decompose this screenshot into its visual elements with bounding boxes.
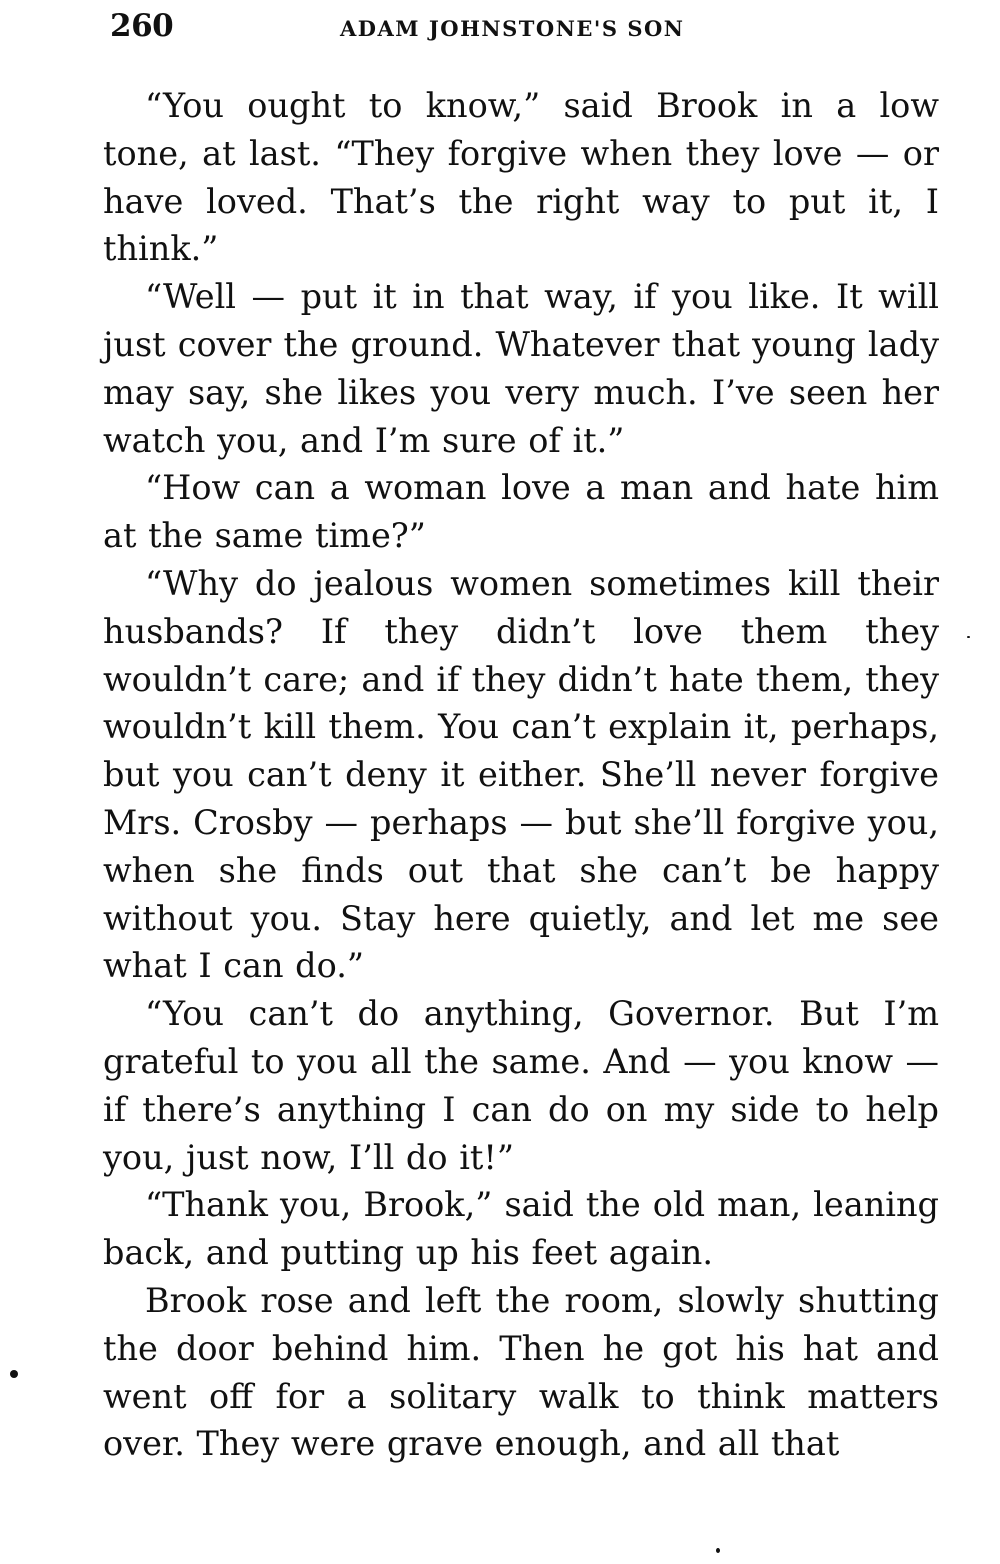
paragraph: “You ought to know,” said Brook in a low tone, at last. “They forgive when they love — or have loved. That’s the right way to put it, I think.” [103, 86, 939, 269]
paragraph: “Well — put it in that way, if you like. It will just cover the ground. Whatever that young lady may say, she likes you very much. I’ve seen her watch you, and I’m sure of it.” [103, 277, 939, 460]
paragraph: Brook rose and left the room, slowly shutting the door behind him. Then he got his hat and went off for a solitary walk to think matters over. They were grave enough, and all that [103, 1280, 939, 1464]
running-title: ADAM JOHNSTONE'S SON [340, 16, 685, 41]
body-text [103, 82, 939, 1468]
paragraph: “You can’t do anything, Governor. But I’m grateful to you all the same. And — you know — if there’s anything I can do on my side to help you, just now, I’ll do it!” [103, 994, 939, 1177]
paragraph: “How can a woman love a man and hate him at the same time?” [103, 468, 939, 556]
paragraph: “Why do jealous women sometimes kill their husbands? If they didn’t love them they wouldn’t care; and if they didn’t hate them, they wouldn’t kill them. You can’t explain it, perhaps, but you can’t deny it either. She’ll never forgive Mrs. Crosby — perhaps — but she’ll forgive you, when she finds out that she can’t be happy without you. Stay here quietly, and let me see what I can do.” [103, 563, 939, 986]
paragraph: “Thank you, Brook,” said the old man, leaning back, and putting up his feet again. [103, 1185, 939, 1273]
ink-speck [967, 636, 970, 638]
ink-speck [10, 1370, 18, 1378]
ink-speck [716, 1548, 720, 1553]
running-head [110, 8, 950, 48]
page-number: 260 [110, 8, 174, 44]
